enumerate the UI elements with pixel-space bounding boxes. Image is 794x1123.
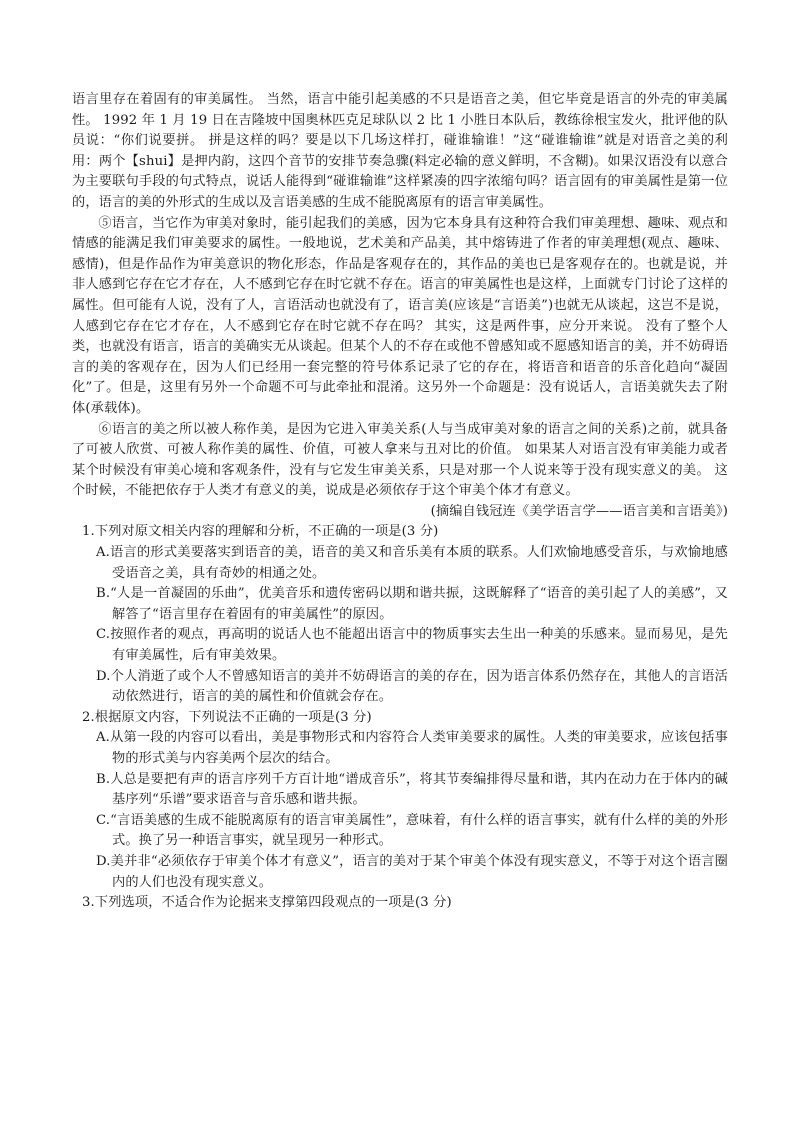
question-stem: 2.根据原文内容，下列说法不正确的一项是(3 分) <box>82 709 372 725</box>
passage-source: (摘编自钱冠连《美学语言学——语言美和言语美》) <box>430 503 728 519</box>
option-b: B.“人是一首凝固的乐曲”，优美音乐和遗传密码以期和谐共振，这既解释了“语音的美引起了人的美感”，又解答了“语言里存在着固有的审美属性”的原因。 <box>96 586 728 622</box>
document-page <box>72 90 728 914</box>
question-stem: 1.下列对原文相关内容的理解和分析，不正确的一项是(3 分) <box>82 524 439 540</box>
option-d: D.个人消逝了或个人不曾感知语言的美并不妨碍语言的美的存在，因为语言体系仍然存在，其他人的言语活动依然进行，语言的美的属性和价值就会存在。 <box>96 668 728 705</box>
option-c: C.按照作者的观点，再高明的说话人也不能超出语言中的物质事实去生出一种美的乐感来。显而易见，是先有审美属性，后有审美效果。 <box>96 627 728 664</box>
option-b: B.人总是要把有声的语言序列千方百计地“谱成音乐”，将其节奏编排得尽量和谐，其内在动力在于体内的碱基序列“乐谱”要求语音与音乐感和谐共振。 <box>96 771 728 808</box>
option-a: A.从第一段的内容可以看出，美是事物形式和内容符合人类审美要求的属性。人类的审美要求，应该包括事物的形式美与内容美两个层次的结合。 <box>96 730 728 766</box>
question-stem: 3.下列选项，不适合作为论据来支撑第四段观点的一项是(3 分) <box>82 895 452 911</box>
passage-paragraph-continued: 语言里存在着固有的审美属性。 当然，语言中能引起美感的不只是语音之美，但它毕竟是语言的外壳的审美属性。 1992 年 1 月 19 日在吉隆坡中国奥林匹克足球队以 2 比 1 小胜日本队后，教练徐根宝发火，批评他的队员说：“你们说要拼。 拼是这样的吗？要是以下几场这样打，碰谁输谁！”这“碰谁输谁”就是对语音之美的利用：两个【shui】是押内韵，这四个音节的安排节奏急骤(料定必输的意义鲜明，不含糊)。如果汉语没有以意合为主要联句手段的句式特点，说话人能得到“碰谁输谁”这样紧凑的四字浓缩句吗？语言固有的审美属性是第一位的，语言的美的外形式的生成以及言语美感的生成不能脱离原有的语言审美属性。 <box>72 92 728 210</box>
question-1 <box>72 522 728 707</box>
option-c: C.“言语美感的生成不能脱离原有的语言审美属性”，意味着，有什么样的语言事实，就有什么样的美的外形式。换了另一种语言事实，就呈现另一种形式。 <box>96 812 728 849</box>
question-2 <box>72 708 728 893</box>
passage-paragraph-5: ⑤语言，当它作为审美对象时，能引起我们的美感，因为它本身具有这种符合我们审美理想、趣味、观点和情感的能满足我们审美要求的属性。一般地说，艺术美和产品美，其中熔铸进了作者的审美理想(观点、趣味、感情)，但是作品作为审美意识的物化形态，作品是客观存在的，其作品的美也已是客观存在的。也就是说，并非人感到它存在它才存在，人不感到它存在时它就不存在。语言的审美属性也是这样，上面就专门讨论了这样的属性。但可能有人说，没有了人，言语活动也就没有了，语言美(应该是“言语美”)也就无从谈起，这岂不是说，人感到它存在它才存在，人不感到它存在时它就不存在吗？ 其实，这是两件事，应分开来说。 没有了整个人类，也就没有语言，语言的美确实无从谈起。但某个人的不存在或他不曾感知或不愿感知语言的美，并不妨碍语言的美的客观存在，因为人们已经用一套完整的符号体系记录了它的存在，将语音和语音的乐音化趋向“凝固化”了。但是，这里有另外一个命题不可与此牵扯和混淆。这另外一个命题是：没有说话人，言语美就失去了附体(承载体)。 <box>72 215 728 416</box>
option-d: D.美并非“必须依存于审美个体才有意义”，语言的美对于某个审美个体没有现实意义，不等于对这个语言圈内的人们也没有现实意义。 <box>96 853 728 890</box>
question-3 <box>72 893 728 914</box>
passage-paragraph-6: ⑥语言的美之所以被人称作美，是因为它进入审美关系(人与当成审美对象的语言之间的关系)之前，就具备了可被人欣赏、可被人称作美的属性、价值，可被人拿来与丑对比的价值。 如果某人对语言没有审美能力或者某个时候没有审美心境和客观条件，没有与它发生审美关系，只是对那一个人说来等于没有现实意义的美。 这个时候，不能把依存于人类才有意义的美，说成是必须依存于这个审美个体才有意义。 <box>72 421 728 499</box>
option-a: A.语言的形式美要落实到语音的美，语音的美又和音乐美有本质的联系。人们欢愉地感受音乐，与欢愉地感受语音之美，具有奇妙的相通之处。 <box>96 545 728 581</box>
